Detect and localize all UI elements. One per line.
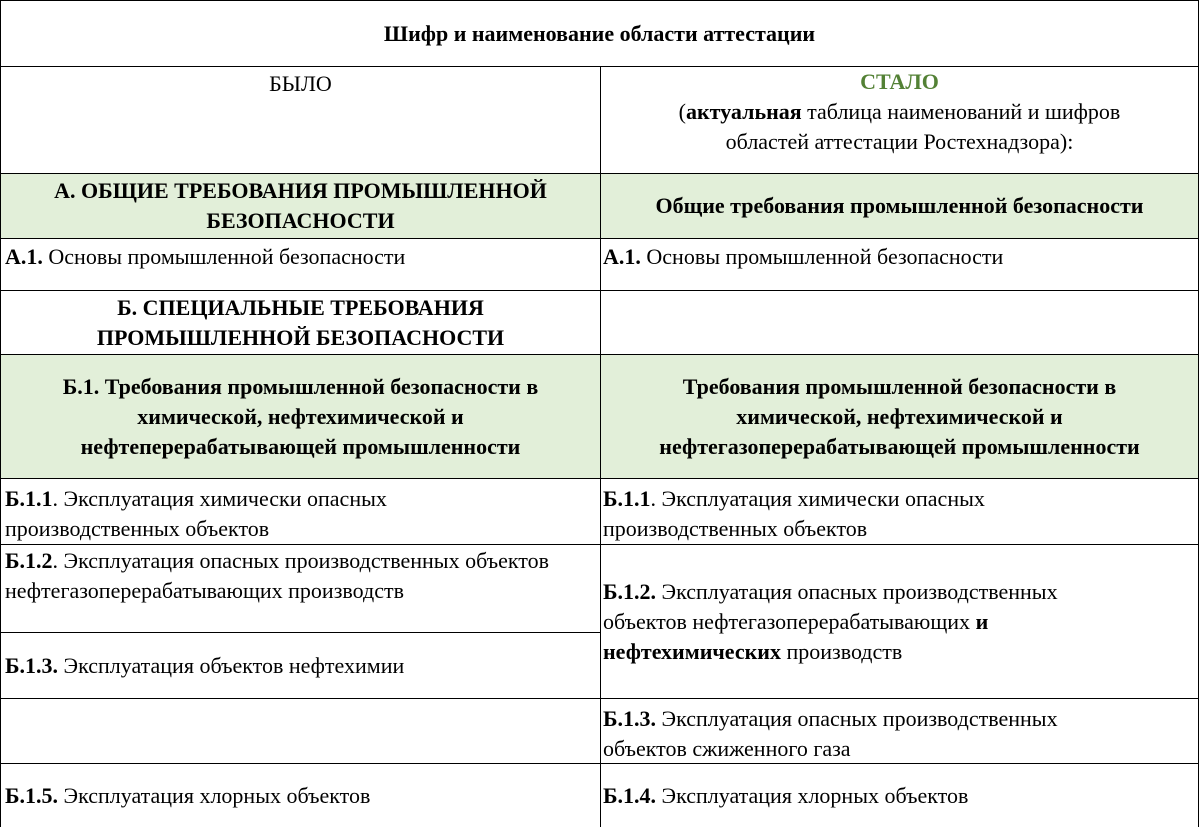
section-b-left <box>0 290 601 355</box>
row-a1-right: А.1. Основы промышленной безопасности <box>600 238 1199 291</box>
row-b15-left: Б.1.5. Эксплуатация хлорных объектов <box>0 763 601 827</box>
section-b-right-empty <box>600 290 1199 355</box>
column-after-subtitle: (актуальная таблица наименований и шифров <box>678 99 1121 124</box>
column-after-label: СТАЛО <box>860 69 939 94</box>
section-a-left <box>0 173 601 239</box>
section-b1-right <box>600 354 1199 479</box>
column-before-label: БЫЛО <box>269 71 332 96</box>
row-b12-right: Б.1.2. Эксплуатация опасных производственных объектов нефтегазоперерабатывающих и нефтехимических производств <box>600 544 1199 699</box>
row-b11-right: Б.1.1. Эксплуатация химически опасных производственных объектов <box>600 478 1199 545</box>
row-a1-left: А.1. Основы промышленной безопасности <box>0 238 601 291</box>
section-a-left-text: А. ОБЩИЕ ТРЕБОВАНИЯ ПРОМЫШЛЕННОЙ БЕЗОПАСНОСТИ <box>54 178 547 233</box>
column-after-header <box>600 66 1199 174</box>
row-empty-left <box>0 698 601 764</box>
section-b1-right-text: Требования промышленной безопасности в химической, нефтехимической и нефтегазоперерабатывающей промышленности <box>659 373 1140 459</box>
column-after-subtitle-line2: областей аттестации Ростехнадзора): <box>725 129 1074 154</box>
column-before-header <box>0 66 601 174</box>
table-title <box>0 0 1199 67</box>
row-b13-right: Б.1.3. Эксплуатация опасных производственных объектов сжиженного газа <box>600 698 1199 764</box>
row-b11-left: Б.1.1. Эксплуатация химически опасных производственных объектов <box>0 478 601 545</box>
row-b12-left: Б.1.2. Эксплуатация опасных производственных объектов нефтегазоперерабатывающих производств <box>0 544 601 633</box>
section-b1-left-text: Б.1. Требования промышленной безопасности в химической, нефтехимической и нефтеперерабатывающей промышленности <box>62 373 539 459</box>
section-a-right-text: Общие требования промышленной безопасности <box>655 193 1144 218</box>
section-a-right <box>600 173 1199 239</box>
section-b-left-text: Б. СПЕЦИАЛЬНЫЕ ТРЕБОВАНИЯ ПРОМЫШЛЕННОЙ БЕЗОПАСНОСТИ <box>96 294 505 350</box>
table-title-text: Шифр и наименование области аттестации <box>383 20 816 46</box>
row-b13-left: Б.1.3. Эксплуатация объектов нефтехимии <box>0 632 601 699</box>
row-b14-right: Б.1.4. Эксплуатация хлорных объектов <box>600 763 1199 827</box>
section-b1-left <box>0 354 601 479</box>
